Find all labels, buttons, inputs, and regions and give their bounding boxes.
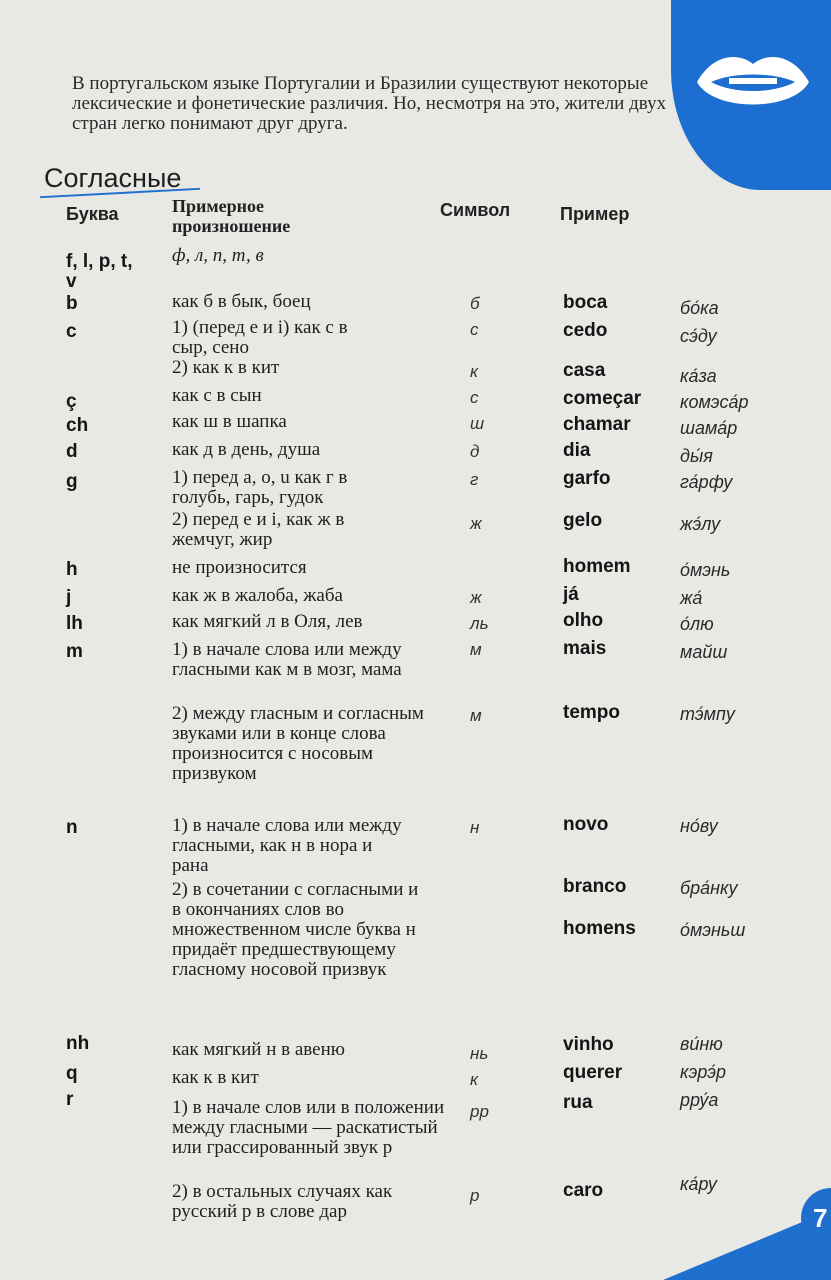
row-letter: f, l, p, t, v (66, 251, 133, 292)
row-symbol: г (470, 470, 479, 489)
row-example-word: mais (563, 638, 607, 659)
row-example-word: rua (563, 1092, 593, 1113)
row-pronunciation: 2) как к в кит (172, 357, 280, 378)
row-pronunciation: 1) перед a, o, u как г в голубь, гарь, гудок (172, 467, 348, 508)
row-example-word: branco (563, 876, 627, 897)
row-symbol: с (470, 320, 479, 339)
row-letter: j (66, 587, 72, 608)
row-pronunciation: как б в бык, боец (172, 291, 311, 312)
row-pronunciation: 1) в начале слова или между гласными, как н в нора и рана (172, 815, 402, 876)
row-symbol: м (470, 640, 482, 659)
row-letter: g (66, 471, 78, 492)
row-example-word: cedo (563, 320, 608, 341)
row-symbol: ж (470, 514, 482, 533)
row-example-word: dia (563, 440, 591, 461)
row-letter: m (66, 641, 83, 662)
row-symbol: б (470, 294, 480, 313)
row-letter: ch (66, 415, 89, 436)
row-pronunciation: как мягкий н в авеню (172, 1039, 345, 1060)
row-transcription: бо́ка (680, 298, 719, 318)
row-example-word: garfo (563, 468, 611, 489)
row-transcription: тэ́мпу (680, 704, 735, 724)
row-transcription: комэса́р (680, 392, 749, 412)
row-symbol: м (470, 706, 482, 725)
row-symbol: с (470, 388, 479, 407)
row-pronunciation: ф, л, п, т, в (172, 245, 264, 266)
row-transcription: га́рфу (680, 472, 733, 492)
row-pronunciation: 2) между гласным и согласным звуками или в конце слова произносится с носовым призвуком (172, 703, 424, 784)
row-pronunciation: 1) (перед e и i) как с в сыр, сено (172, 317, 348, 358)
row-pronunciation: как к в кит (172, 1067, 259, 1088)
blue-corner-decoration-bottom (591, 1210, 831, 1280)
row-letter: nh (66, 1033, 90, 1054)
row-transcription: майш (680, 642, 728, 662)
row-example-word: vinho (563, 1034, 614, 1055)
page-number: 7 (801, 1188, 831, 1248)
row-example-word: chamar (563, 414, 631, 435)
row-letter: q (66, 1063, 78, 1084)
section-title: Согласные (44, 163, 182, 193)
row-pronunciation: как мягкий л в Оля, лев (172, 611, 363, 632)
row-pronunciation: 1) в начале слова или между гласными как м в мозг, мама (172, 639, 402, 680)
header-symbol: Символ (440, 200, 511, 220)
row-transcription: бра́нку (680, 878, 738, 898)
row-symbol: к (470, 1070, 479, 1089)
row-letter: b (66, 293, 78, 314)
row-transcription: ды́я (680, 446, 713, 466)
row-transcription: о́лю (680, 614, 714, 634)
row-example-word: boca (563, 292, 608, 313)
row-pronunciation: 2) перед e и i, как ж в жемчуг, жир (172, 509, 345, 550)
row-transcription: ка́ру (680, 1174, 717, 1194)
row-example-word: homens (563, 918, 636, 939)
header-pronunciation: Примерное произношение (172, 196, 291, 236)
row-transcription: о́мэнь (680, 560, 731, 580)
row-symbol: н (470, 818, 480, 837)
row-example-word: já (563, 584, 579, 605)
row-example-word: gelo (563, 510, 603, 531)
row-pronunciation: как д в день, душа (172, 439, 321, 460)
row-symbol: ль (470, 614, 489, 633)
row-symbol: ш (470, 414, 485, 433)
row-example-word: começar (563, 388, 642, 409)
row-example-word: caro (563, 1180, 604, 1201)
row-symbol: ж (470, 588, 482, 607)
row-pronunciation: 1) в начале слов или в положении между гласными — раскатистый или грассированный звук р (172, 1097, 445, 1158)
row-example-word: casa (563, 360, 606, 381)
row-example-word: tempo (563, 702, 620, 723)
header-example: Пример (560, 204, 630, 224)
row-symbol: к (470, 362, 479, 381)
row-transcription: жэ́лу (680, 514, 721, 534)
row-letter: lh (66, 613, 83, 634)
header-letter: Буква (66, 204, 119, 224)
intro-paragraph: В португальском языке Португалии и Бразилии существуют некоторые лексические и фонетические различия. Но, несмотря на это, жители двух стран легко понимают друг друга. (72, 73, 667, 134)
row-pronunciation: 2) в остальных случаях как русский р в слове дар (172, 1181, 393, 1222)
row-example-word: homem (563, 556, 631, 577)
row-letter: n (66, 817, 78, 838)
row-example-word: querer (563, 1062, 623, 1083)
row-pronunciation: как ж в жалоба, жаба (172, 585, 343, 606)
row-transcription: ви́ню (680, 1034, 723, 1054)
row-transcription: сэ́ду (680, 326, 717, 346)
row-example-word: olho (563, 610, 604, 631)
row-letter: d (66, 441, 78, 462)
row-pronunciation: 2) в сочетании с согласными и в окончаниях слов во множественном числе буква н придаёт предшествующему гласному носовой призвук (172, 879, 419, 980)
row-transcription: кэрэ́р (680, 1062, 727, 1082)
row-symbol: р (470, 1186, 480, 1205)
row-symbol: д (470, 442, 480, 461)
row-transcription: ка́за (680, 366, 717, 386)
row-transcription: но́ву (680, 816, 718, 836)
lips-icon (693, 48, 813, 118)
row-symbol: нь (470, 1044, 489, 1063)
row-letter: r (66, 1089, 74, 1110)
row-transcription: жа́ (680, 588, 703, 608)
row-letter: c (66, 321, 77, 342)
row-symbol: рр (470, 1102, 489, 1121)
row-transcription: рру́а (680, 1090, 719, 1110)
row-letter: h (66, 559, 78, 580)
row-pronunciation: не произносится (172, 557, 307, 578)
row-pronunciation: как ш в шапка (172, 411, 287, 432)
row-letter: ç (66, 391, 77, 412)
row-example-word: novo (563, 814, 609, 835)
row-pronunciation: как с в сын (172, 385, 262, 406)
row-transcription: шама́р (680, 418, 738, 438)
row-transcription: о́мэньш (680, 920, 746, 940)
